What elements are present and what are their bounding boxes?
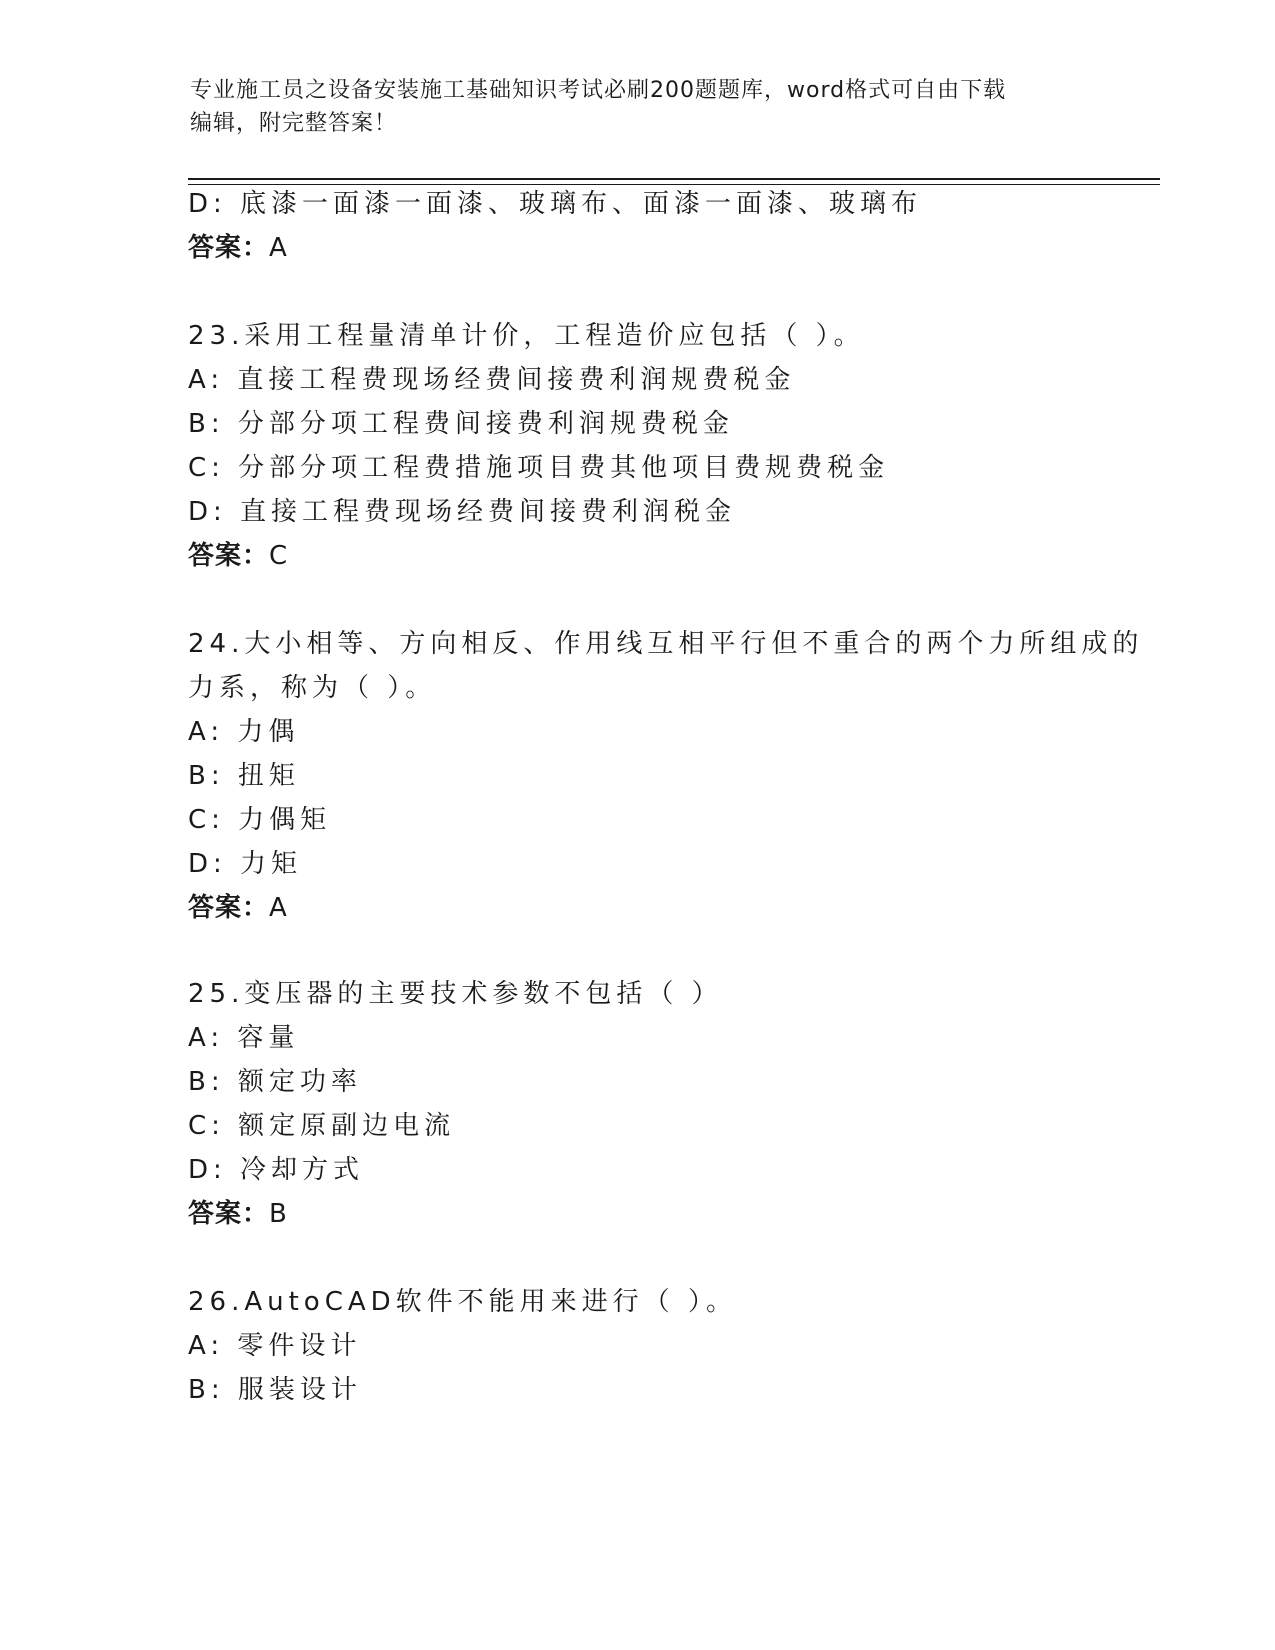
q25-option-c: C: 额定原副边电流 (188, 1111, 456, 1141)
q26-stem: 26.AutoCAD软件不能用来进行（ ）。 (188, 1287, 737, 1317)
q26-option-b: B: 服装设计 (188, 1375, 362, 1405)
q22-answer (188, 230, 288, 266)
q23-option-c: C: 分部分项工程费措施项目费其他项目费规费税金 (188, 453, 890, 483)
q25-option-d: D: 冷却方式 (188, 1155, 365, 1185)
q23-option-d: D: 直接工程费现场经费间接费利润税金 (188, 497, 737, 527)
answer-label: 答案： (188, 1199, 270, 1229)
q23-answer (188, 538, 288, 574)
q22-option-d: D: 底漆一面漆一面漆、玻璃布、面漆一面漆、玻璃布 (188, 189, 923, 219)
header-divider-thick (188, 178, 1160, 180)
answer-value: C (269, 541, 289, 571)
answer-label: 答案： (188, 893, 270, 923)
q25-stem: 25.变压器的主要技术参数不包括（ ） (188, 979, 723, 1009)
document-header (190, 74, 1090, 140)
q25-option-a: A: 容量 (188, 1023, 300, 1053)
answer-value: A (269, 893, 288, 923)
q24-stem-line-2: 力系，称为（ ）。 (188, 673, 437, 703)
answer-label: 答案： (188, 233, 270, 263)
header-title-line-1: 专业施工员之设备安装施工基础知识考试必刷200题题库，word格式可自由下载 (190, 78, 1007, 103)
answer-value: A (269, 233, 288, 263)
q25-option-b: B: 额定功率 (188, 1067, 362, 1097)
q24-option-a: A: 力偶 (188, 717, 300, 747)
q23-stem: 23.采用工程量清单计价，工程造价应包括（ ）。 (188, 321, 865, 351)
q23-option-a: A: 直接工程费现场经费间接费利润规费税金 (188, 365, 796, 395)
q24-option-d: D: 力矩 (188, 849, 303, 879)
q25-answer (188, 1196, 288, 1232)
header-title-line-2: 编辑，附完整答案！ (190, 111, 398, 136)
q24-option-b: B: 扭矩 (188, 761, 300, 791)
q24-stem-line-1: 24.大小相等、方向相反、作用线互相平行但不重合的两个力所组成的 (188, 629, 1144, 659)
header-divider-thin (188, 184, 1160, 185)
q24-answer (188, 890, 288, 926)
q26-option-a: A: 零件设计 (188, 1331, 362, 1361)
answer-value: B (269, 1199, 288, 1229)
q23-option-b: B: 分部分项工程费间接费利润规费税金 (188, 409, 734, 439)
answer-label: 答案： (188, 541, 270, 571)
q24-option-c: C: 力偶矩 (188, 805, 332, 835)
